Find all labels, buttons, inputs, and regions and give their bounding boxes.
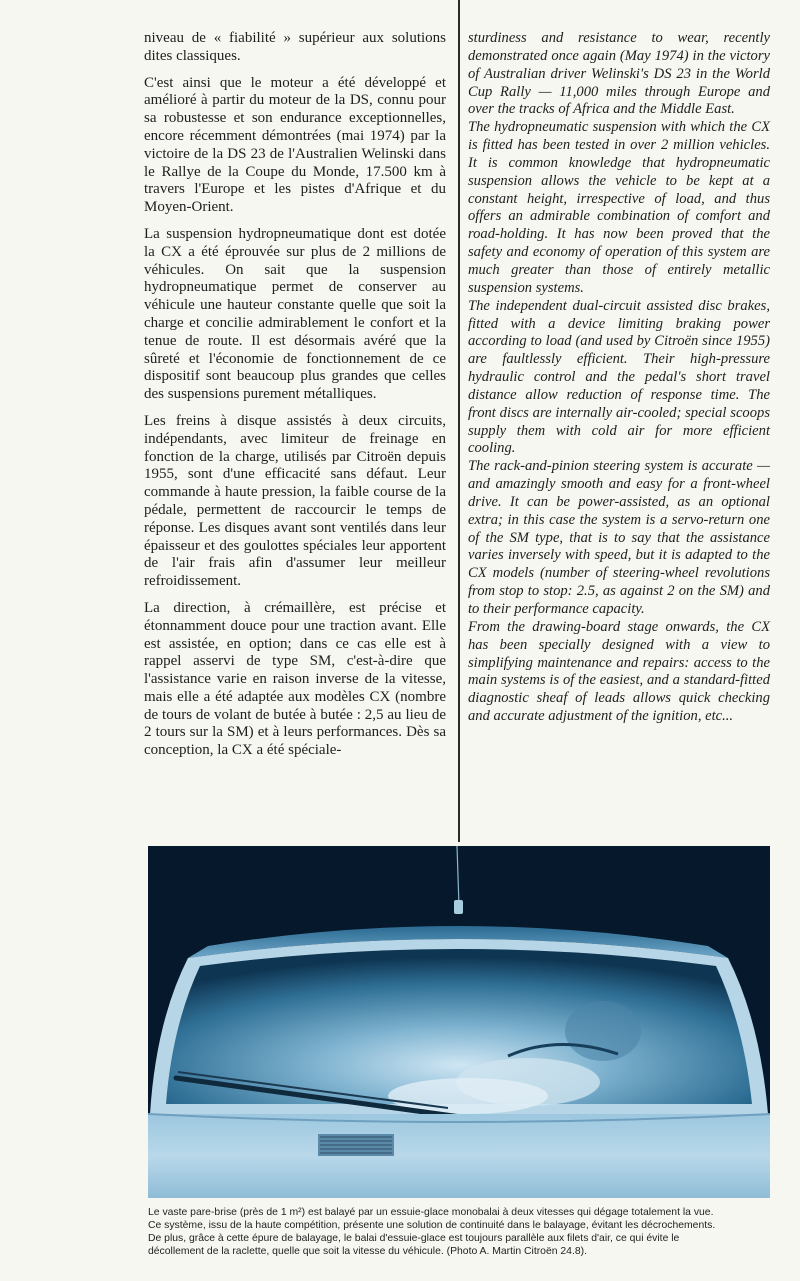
french-paragraph: C'est ainsi que le moteur a été développé et amélioré à partir du moteur de la DS, connu pour sa robustesse et son endurance exceptionnelles, encore récemment démontrées (mai 1974) par la victoire de la DS 23 de l'Australien Welinski dans le Rallye de la Coupe du Monde, 17.500 km à travers l'Europe et les pistes d'Afrique et du Moyen-Orient. — [144, 74, 446, 216]
english-text-column — [468, 30, 770, 726]
car-windshield-photo — [148, 846, 770, 1198]
caption-line: Le vaste pare-brise (près de 1 m²) est balayé par un essuie-glace monobalai à deux vitesses qui dégage totalement la vue. — [148, 1207, 714, 1218]
english-paragraph: The rack-and-pinion steering system is accurate — and amazingly smooth and easy for a front-wheel drive. It can be power-assisted, as an optional extra; in this case the system is a servo-return one of the SM type, that is to say that the assistance varies inversely with speed, but it is adapted to the CX models (number of steering-wheel revolutions from stop to stop: 2.5, as against 2 on the SM) and to their performance capacity. — [468, 458, 770, 617]
french-paragraph: niveau de « fiabilité » supérieur aux solutions dites classiques. — [144, 30, 446, 64]
french-paragraph: La direction, à crémaillère, est précise et étonnamment douce pour une traction avant. Elle est assistée, en option; dans ce cas elle est à rappel asservi de type SM, c'est-à-dire que l'assistance varie en raison inverse de la vitesse, mais elle a été adaptée aux modèles CX (nombre de tours de volant de butée à butée : 2,5 au lieu de 2 tours sur la SM) et à leurs performances. Dès sa conception, la CX a été spéciale- — [144, 599, 446, 759]
photo-caption — [148, 1206, 776, 1258]
french-paragraph: La suspension hydropneumatique dont est dotée la CX a été éprouvée sur plus de 2 millions de véhicules. On sait que la suspension hydropneumatique permet de conserver au véhicule une hauteur constante quelle que soit la charge et concilie admirablement le confort et la tenue de route. Il est désormais avéré que la sûreté et l'économie de fonctionnement de ce dispositif sont beaucoup plus grandes que celles des suspensions purement métalliques. — [144, 225, 446, 403]
english-paragraph: From the drawing-board stage onwards, the CX has been specially designed with a view to simplifying maintenance and repairs: access to the main systems is of the easiest, and a standard-fitted diagnostic sheaf of leads allows quick checking and accurate adjustment of the ignition, etc... — [468, 618, 770, 725]
english-paragraph: sturdiness and resistance to wear, recently demonstrated once again (May 1974) in the victory of Australian driver Welinski's DS 23 in the World Cup Rally — 11,000 miles through Europe and over the tracks of Africa and the Middle East. — [468, 30, 770, 118]
french-paragraph: Les freins à disque assistés à deux circuits, indépendants, avec limiteur de freinage en fonction de la charge, utilisés par Citroën depuis 1955, sont d'une efficacité sans défaut. Leur commande à haute pression, la faible course de la pédale, permettent de raccourcir le temps de réponse. Les disques avant sont ventilés dans leur épaisseur et des goulottes spéciales leur apportent de l'air frais afin d'assumer leur meilleur refroidissement. — [144, 412, 446, 590]
caption-line: De plus, grâce à cette épure de balayage, le balai d'essuie-glace est toujours parallèle aux filets d'air, ce qui évite le — [148, 1233, 680, 1244]
english-paragraph: The hydropneumatic suspension with which the CX is fitted has been tested in over 2 million vehicles. It is common knowledge that hydropneumatic suspension allows the vehicle to be kept at a constant height, irrespective of load, and thus offers an admirable combination of comfort and road-holding. It has now been proved that the safety and economy of operation of this system are much greater than those of entirely metallic suspension systems. — [468, 119, 770, 296]
column-divider — [458, 0, 460, 842]
french-text-column — [144, 30, 446, 769]
english-paragraph: The independent dual-circuit assisted disc brakes, fitted with a device limiting braking power according to load (and used by Citroën since 1955) are faultlessly efficient. Their high-pressure hydraulic control and the pedal's short travel distance allow reduction of response time. The front discs are internally air-cooled; special scoops supply them with cold air for more efficient cooling. — [468, 297, 770, 457]
caption-line: Ce système, issu de la haute compétition, présente une solution de continuité dans le balayage, évitant les décrochements. — [148, 1220, 716, 1231]
caption-line: décollement de la raclette, quelle que soit la vitesse du véhicule. (Photo A. Martin Citroën 24.8). — [148, 1246, 587, 1257]
